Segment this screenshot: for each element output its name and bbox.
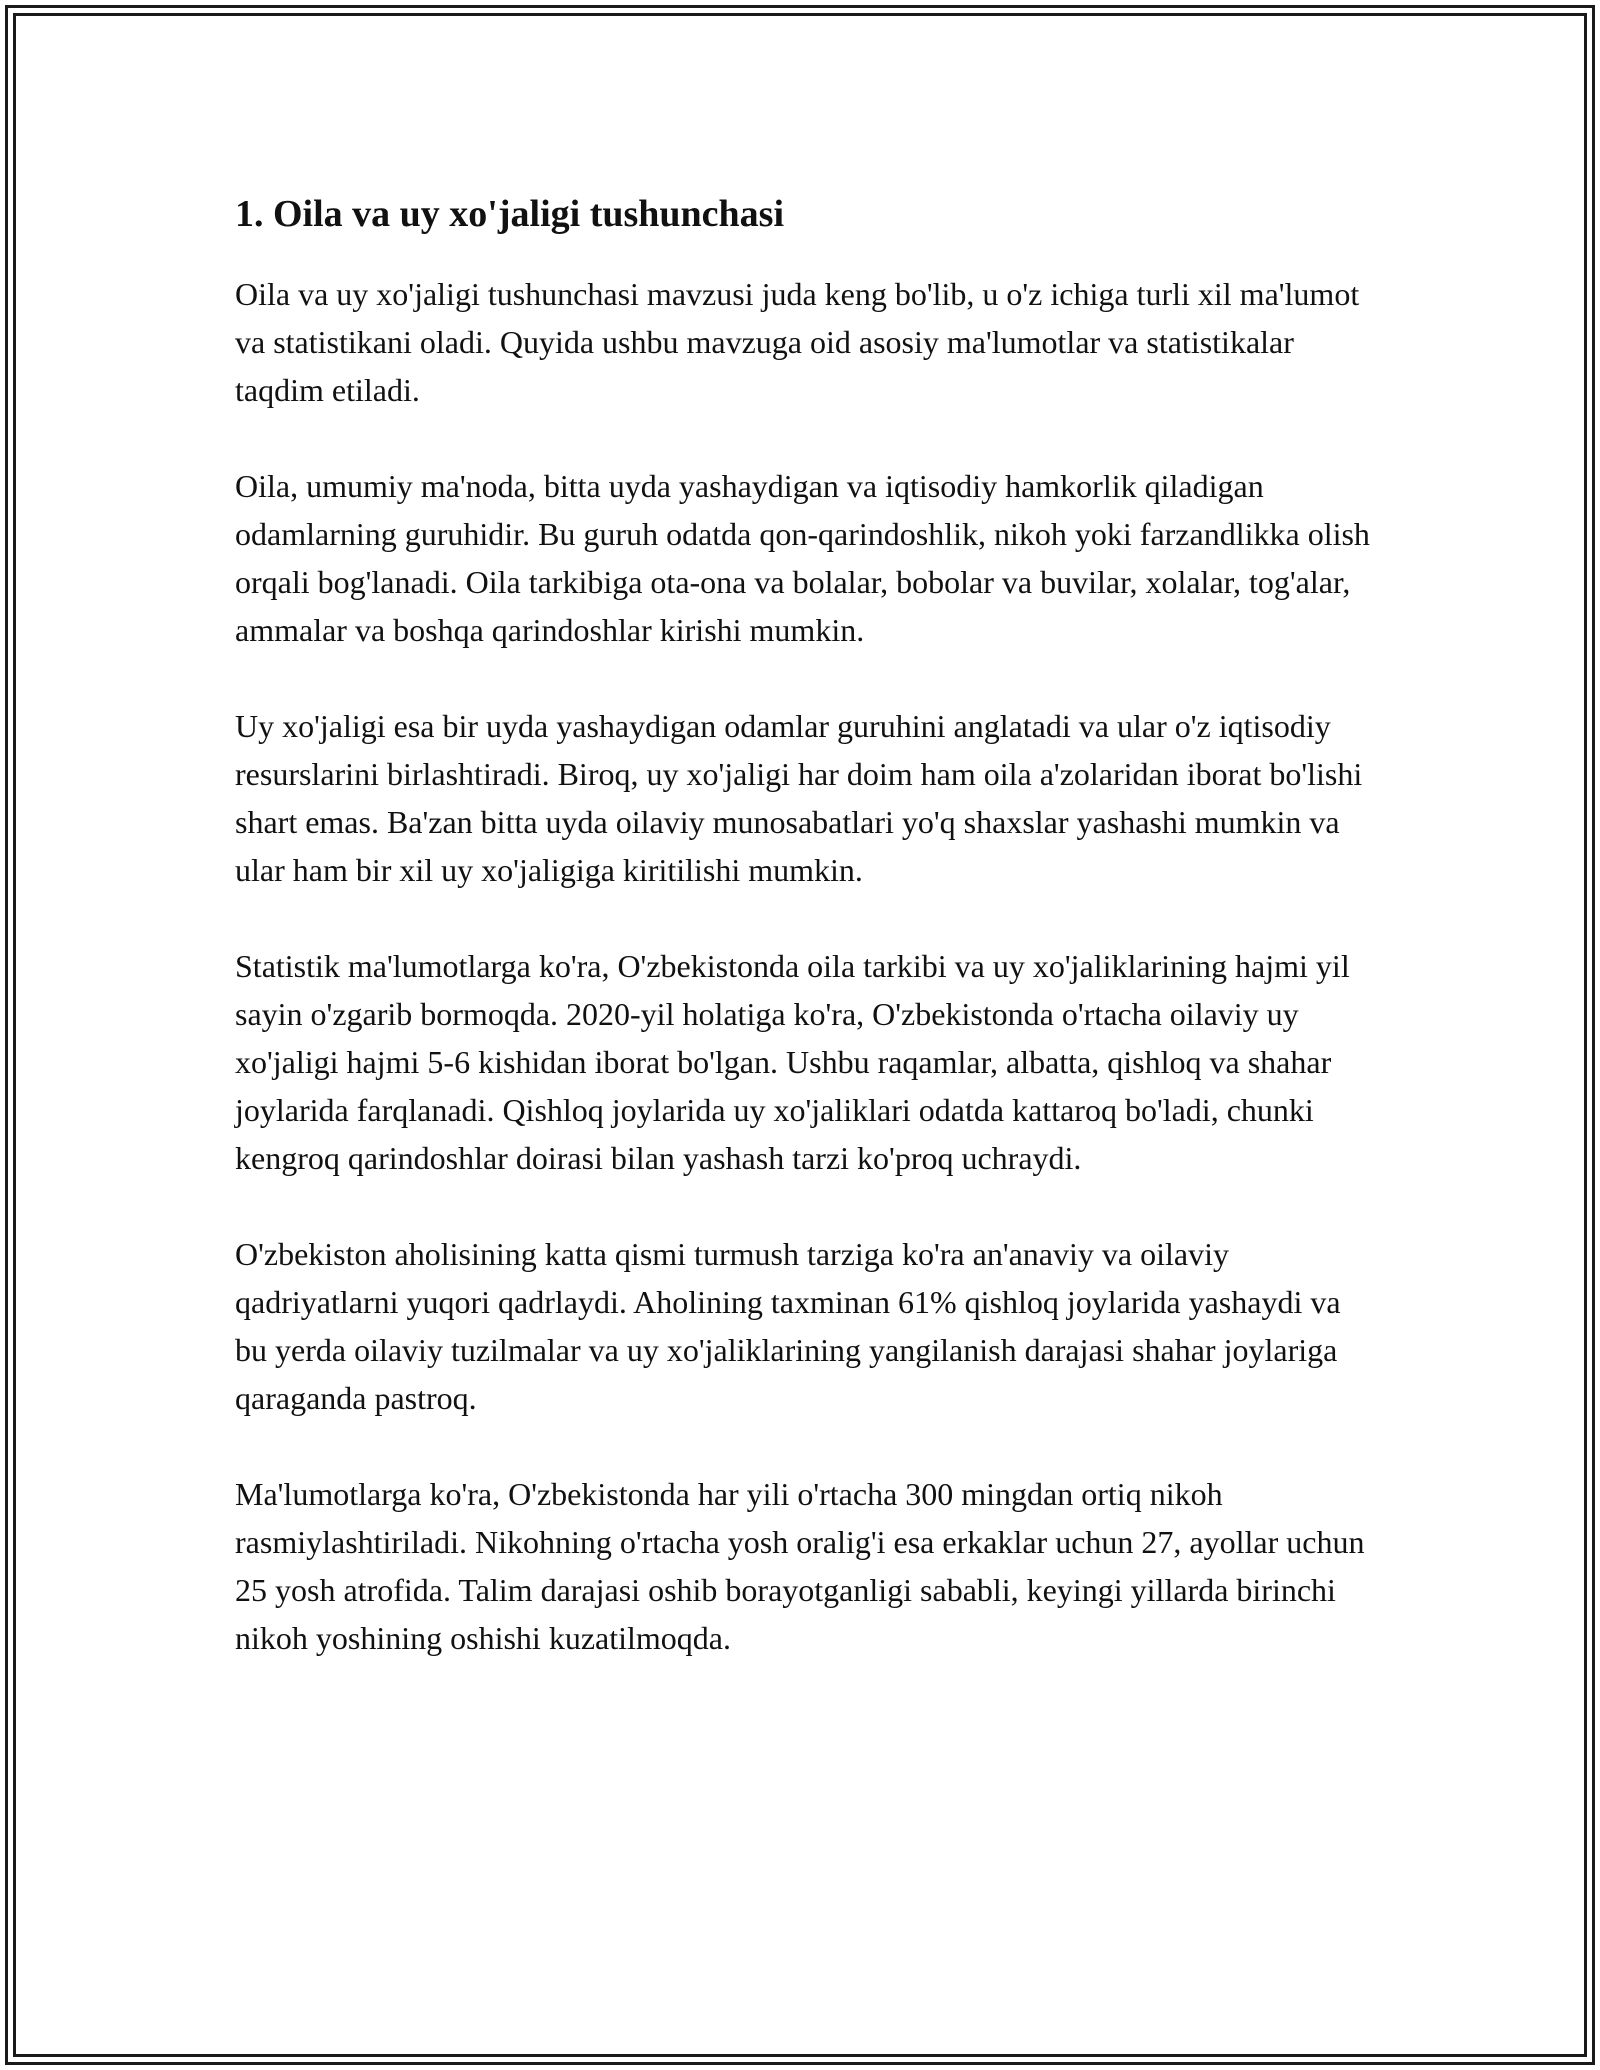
paragraph-household-definition: Uy xo'jaligi esa bir uyda yashaydigan odamlar guruhini anglatadi va ular o'z iqtisodiy resurslarini birlashtiradi. Biroq, uy xo'jaligi har doim ham oila a'zolaridan iborat bo'lishi shart emas. Ba'zan bitta uyda oilaviy munosabatlari yo'q shaxslar yashashi mumkin va ular ham bir xil uy xo'jaligiga kiritilishi mumkin. — [235, 708, 1363, 888]
paragraph-family-definition: Oila, umumiy ma'noda, bitta uyda yashaydigan va iqtisodiy hamkorlik qiladigan odamlarning guruhidir. Bu guruh odatda qon-qarindoshlik, nikoh yoki farzandlikka olish orqali bog'lanadi. Oila tarkibiga ota-ona va bolalar, bobolar va buvilar, xolalar, tog'alar, ammalar va boshqa qarindoshlar kirishi mumkin. — [235, 468, 1370, 648]
paragraph-marriage-statistics: Ma'lumotlarga ko'ra, O'zbekistonda har yili o'rtacha 300 mingdan ortiq nikoh rasmiylashtiriladi. Nikohning o'rtacha yosh oralig'i esa erkaklar uchun 27, ayollar uchun 25 yosh atrofida. Talim darajasi oshib borayotganligi sababli, keyingi yillarda birinchi nikoh yoshining oshishi kuzatilmoqda. — [235, 1476, 1365, 1656]
paragraph-household-statistics: Statistik ma'lumotlarga ko'ra, O'zbekistonda oila tarkibi va uy xo'jaliklarining hajmi yil sayin o'zgarib bormoqda. 2020-yil holatiga ko'ra, O'zbekistonda o'rtacha oilaviy uy xo'jaligi hajmi 5-6 kishidan iborat bo'lgan. Ushbu raqamlar, albatta, qishloq va shahar joylarida farqlanadi. Qishloq joylarida uy xo'jaliklari odatda kattaroq bo'ladi, chunki kengroq qarindoshlar doirasi bilan yashash tarzi ko'proq uchraydi. — [235, 948, 1350, 1176]
document-body — [235, 188, 1375, 1662]
paragraph-rural-population: O'zbekiston aholisining katta qismi turmush tarziga ko'ra an'anaviy va oilaviy qadriyatlarni yuqori qadrlaydi. Aholining taxminan 61% qishloq joylarida yashaydi va bu yerda oilaviy tuzilmalar va uy xo'jaliklarining yangilanish darajasi shahar joylariga qaraganda pastroq. — [235, 1236, 1341, 1416]
paragraph-definition-intro: Oila va uy xo'jaligi tushunchasi mavzusi juda keng bo'lib, u o'z ichiga turli xil ma'lumot va statistikani oladi. Quyida ushbu mavzuga oid asosiy ma'lumotlar va statistikalar taqdim etiladi. — [235, 276, 1360, 408]
section-title: 1. Oila va uy xo'jaligi tushunchasi — [235, 193, 785, 235]
